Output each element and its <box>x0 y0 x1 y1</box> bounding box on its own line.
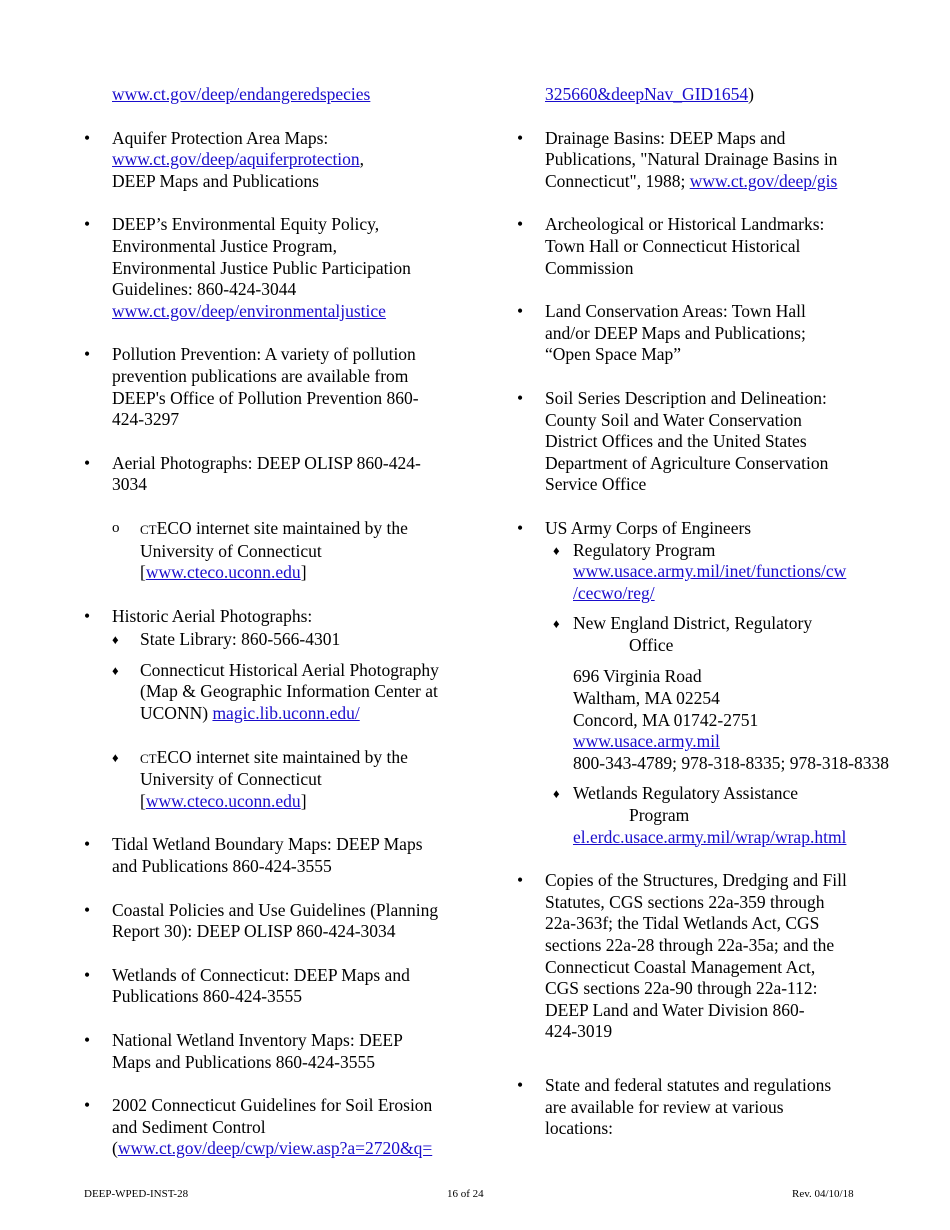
footer-page-number: 16 of 24 <box>447 1188 484 1200</box>
circle-bullet-icon: o <box>112 519 120 536</box>
footer-revision: Rev. 04/10/18 <box>792 1188 854 1200</box>
sub-item-state-library: ♦ State Library: 860-566-4301 <box>112 629 341 650</box>
sub-item-ct-historical: ♦ Connecticut Historical Aerial Photography (Map & Geographic Information Center at UCONN) magic.lib.uconn.edu/ <box>112 659 439 724</box>
list-item-soil-series: • Soil Series Description and Delineation: County Soil and Water Conservation District Offices and the United States Department of Agriculture Conservation Service Office <box>517 387 829 495</box>
sub-item-cteco-2: ♦ CTECO internet site maintained by the University of Connecticut [www.cteco.uconn.edu] <box>112 746 408 811</box>
list-item-copies: • Copies of the Structures, Dredging and Fill Statutes, CGS sections 22a-359 through 22a-363f; the Tidal Wetlands Act, CGS sections 22a-28 through 22a-35a; and the Connecticut Coastal Management Act, CGS sections 22a-90 through 22a-112: DEEP Land and Water Division 860- 424-3019 <box>517 870 847 1042</box>
sub-item-cteco: o CTECO internet site maintained by the University of Connecticut [www.cteco.uconn.edu] <box>112 517 408 583</box>
usace-regulatory-link-cont[interactable]: /cecwo/reg/ <box>573 582 655 603</box>
list-item-statutes: • State and federal statutes and regulations are available for review at various locations: <box>517 1074 832 1139</box>
cteco-link-2[interactable]: www.cteco.uconn.edu <box>145 790 301 811</box>
bullet-icon: • <box>84 1030 91 1050</box>
list-item-coastal: • Coastal Policies and Use Guidelines (Planning Report 30): DEEP OLISP 860-424-3034 <box>84 899 439 942</box>
sub-item-ne-district: ♦ New England District, Regulatory Office 696 Virginia Road Waltham, MA 02254 Concord, MA 01742-2751 www.usace.army.mil 800-343-4789; 978-318-8335; 978-318-8338 <box>517 613 937 774</box>
list-item-army-corps: • US Army Corps of Engineers <box>517 517 752 538</box>
list-item-soil-2002: • 2002 Connecticut Guidelines for Soil Erosion and Sediment Control (www.ct.gov/deep/cwp/view.asp?a=2720&q= <box>84 1095 433 1159</box>
bullet-icon: • <box>84 214 91 235</box>
soil-erosion-guidelines-link[interactable]: www.ct.gov/deep/cwp/view.asp?a=2720&q= <box>117 1138 433 1159</box>
list-item-tidal: • Tidal Wetland Boundary Maps: DEEP Maps and Publications 860-424-3555 <box>84 834 423 877</box>
bullet-icon: • <box>517 127 524 148</box>
environmental-justice-link[interactable]: www.ct.gov/deep/environmentaljustice <box>112 300 386 321</box>
list-item-equity: • DEEP’s Environmental Equity Policy, Environmental Justice Program, Environmental Justice Public Participation Guidelines: 860-424-3044 www.ct.gov/deep/environmentaljustice <box>84 214 469 322</box>
cteco-link[interactable]: www.cteco.uconn.edu <box>145 562 301 583</box>
bullet-icon: • <box>517 387 524 408</box>
list-item-pollution: • Pollution Prevention: A variety of pollution prevention publications are available from DEEP's Office of Pollution Prevention 860- 424-3297 <box>84 344 419 430</box>
soil-erosion-guidelines-link-cont[interactable]: 325660&deepNav_GID1654 <box>545 84 749 104</box>
bullet-icon: • <box>517 1074 524 1095</box>
wrap-link[interactable]: el.erdc.usace.army.mil/wrap/wrap.html <box>573 826 847 847</box>
list-item-land-conservation: • Land Conservation Areas: Town Hall and/or DEEP Maps and Publications; “Open Space Map” <box>517 301 806 365</box>
list-item-historic: • Historic Aerial Photographs: <box>84 605 313 626</box>
footer-doc-id: DEEP-WPED-INST-28 <box>84 1188 189 1200</box>
magic-uconn-link[interactable]: magic.lib.uconn.edu/ <box>212 703 360 724</box>
left-column <box>84 84 469 1160</box>
bullet-icon: • <box>84 605 91 626</box>
sub-item-regulatory-program: ♦ Regulatory Program www.usace.army.mil/inet/functions/cw /cecwo/reg/ <box>517 540 937 605</box>
bullet-icon: • <box>84 899 91 920</box>
diamond-bullet-icon: ♦ <box>553 616 560 632</box>
sub-item-wrap: ♦ Wetlands Regulatory Assistance Program el.erdc.usace.army.mil/wrap/wrap.html <box>517 783 937 848</box>
bullet-icon: • <box>517 517 524 538</box>
bullet-icon: • <box>517 214 524 235</box>
list-item-archeological: • Archeological or Historical Landmarks: Town Hall or Connecticut Historical Commission <box>517 214 825 278</box>
deep-gis-link[interactable]: www.ct.gov/deep/gis <box>689 170 838 191</box>
diamond-bullet-icon: ♦ <box>112 662 119 678</box>
right-column <box>517 84 937 1140</box>
continued-link-block-right: 325660&deepNav_GID1654) <box>545 84 754 104</box>
list-item-nwi: • National Wetland Inventory Maps: DEEP Maps and Publications 860-424-3555 <box>84 1030 403 1072</box>
list-item-wetlands-ct: • Wetlands of Connecticut: DEEP Maps and Publications 860-424-3555 <box>84 964 410 1007</box>
continued-link-block <box>84 84 469 106</box>
bullet-icon: • <box>84 834 91 855</box>
bullet-icon: • <box>84 1095 91 1116</box>
diamond-bullet-icon: ♦ <box>112 632 119 648</box>
bullet-icon: • <box>84 964 91 985</box>
list-item-aerial: • Aerial Photographs: DEEP OLISP 860-424- 3034 <box>84 452 421 495</box>
bullet-icon: • <box>84 344 91 365</box>
diamond-bullet-icon: ♦ <box>553 542 560 558</box>
list-item-aquifer: • Aquifer Protection Area Maps: www.ct.gov/deep/aquiferprotection, DEEP Maps and Publications <box>84 127 365 191</box>
bullet-icon: • <box>517 870 524 891</box>
bullet-icon: • <box>84 127 91 148</box>
bullet-icon: • <box>84 452 91 473</box>
usace-regulatory-link[interactable]: www.usace.army.mil/inet/functions/cw <box>573 561 847 582</box>
diamond-bullet-icon: ♦ <box>112 749 119 765</box>
diamond-bullet-icon: ♦ <box>553 786 560 802</box>
endangered-species-link[interactable]: www.ct.gov/deep/endangeredspecies <box>112 84 371 104</box>
usace-army-link[interactable]: www.usace.army.mil <box>573 731 720 752</box>
bullet-icon: • <box>517 301 524 322</box>
list-item-drainage: • Drainage Basins: DEEP Maps and Publications, "Natural Drainage Basins in Connecticut", 1988; www.ct.gov/deep/gis <box>517 127 838 191</box>
aquifer-protection-link[interactable]: www.ct.gov/deep/aquiferprotection <box>112 149 360 170</box>
